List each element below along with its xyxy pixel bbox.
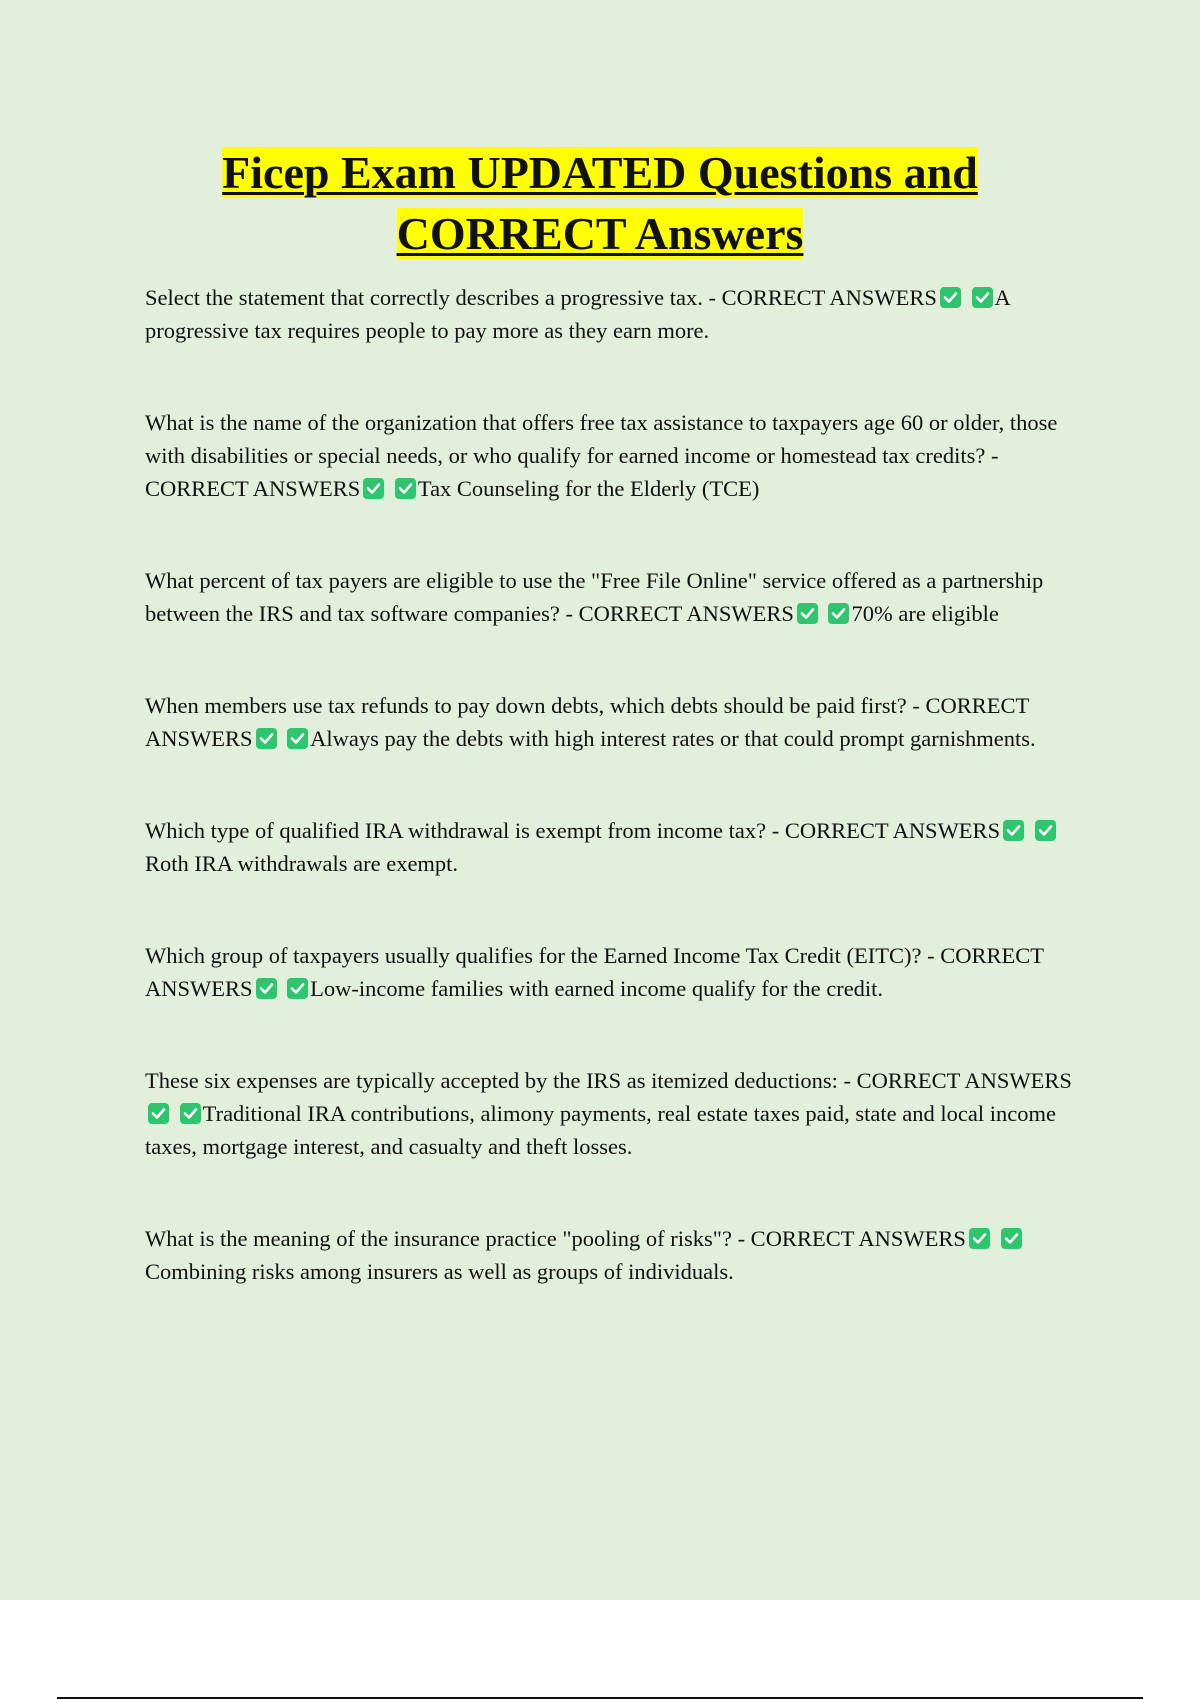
answer-text: A progressive tax requires people to pay more as they earn more. [145,285,1010,343]
qa-item [145,564,1085,630]
answer-text: Always pay the debts with high interest rates or that could prompt garnishments. [310,726,1036,751]
question-text: When members use tax refunds to pay down debts, which debts should be paid first? [145,693,907,718]
qa-item [145,814,1085,880]
checkmark-icon [287,978,308,999]
qa-list [145,281,1085,1347]
title-line-2: CORRECT Answers [396,208,804,259]
correct-answers-marker: - CORRECT ANSWERS [843,1068,1072,1093]
correct-answers-marker: - CORRECT ANSWERS [737,1226,966,1251]
qa-item [145,1222,1085,1288]
bottom-rule [57,1697,1143,1699]
qa-item [145,689,1085,755]
answer-text: Combining risks among insurers as well as groups of individuals. [145,1259,734,1284]
checkmark-icon [1001,1228,1022,1249]
checkmark-icon [287,728,308,749]
checkmark-icon [363,478,384,499]
question-text: Which type of qualified IRA withdrawal is exempt from income tax? [145,818,767,843]
question-text: These six expenses are typically accepted by the IRS as itemized deductions: [145,1068,838,1093]
correct-answers-marker: - CORRECT ANSWERS [145,443,999,501]
checkmark-icon [180,1103,201,1124]
answer-text: Low-income families with earned income qualify for the credit. [310,976,884,1001]
question-text: What is the meaning of the insurance practice "pooling of risks"? [145,1226,732,1251]
title-block [0,142,1200,264]
checkmark-icon [256,728,277,749]
correct-answers-marker: - CORRECT ANSWERS [771,818,1001,843]
checkmark-icon [395,478,416,499]
answer-text: Tax Counseling for the Elderly (TCE) [417,476,760,501]
qa-item [145,1064,1085,1163]
question-text: What percent of tax payers are eligible to use the "Free File Online" service offered as a partnership between the IRS and tax software companies? [145,568,1044,626]
correct-answers-marker: - CORRECT ANSWERS [565,601,794,626]
checkmark-icon [148,1103,169,1124]
document-title [222,147,978,259]
checkmark-icon [969,1228,990,1249]
checkmark-icon [256,978,277,999]
answer-text: Roth IRA withdrawals are exempt. [145,851,459,876]
answer-text: 70% are eligible [851,601,999,626]
correct-answers-marker: - CORRECT ANSWERS [145,693,1029,751]
correct-answers-marker: - CORRECT ANSWERS [708,285,937,310]
qa-item [145,406,1085,505]
checkmark-icon [1035,820,1056,841]
answer-text: Traditional IRA contributions, alimony payments, real estate taxes paid, state and local income taxes, mortgage interest, and casualty and theft losses. [145,1101,1056,1159]
title-line-1: Ficep Exam UPDATED Questions and [222,147,978,198]
correct-answers-marker: - CORRECT ANSWERS [145,943,1044,1001]
checkmark-icon [828,603,849,624]
checkmark-icon [940,287,961,308]
question-text: What is the name of the organization that offers free tax assistance to taxpayers age 60 or older, those with disabilities or special needs, or who qualify for earned income or homestead tax credits? [145,410,1058,468]
checkmark-icon [797,603,818,624]
qa-item [145,939,1085,1005]
qa-item [145,281,1085,347]
question-text: Which group of taxpayers usually qualifies for the Earned Income Tax Credit (EITC)? [145,943,922,968]
checkmark-icon [1003,820,1024,841]
checkmark-icon [972,287,993,308]
question-text: Select the statement that correctly describes a progressive tax. [145,285,703,310]
